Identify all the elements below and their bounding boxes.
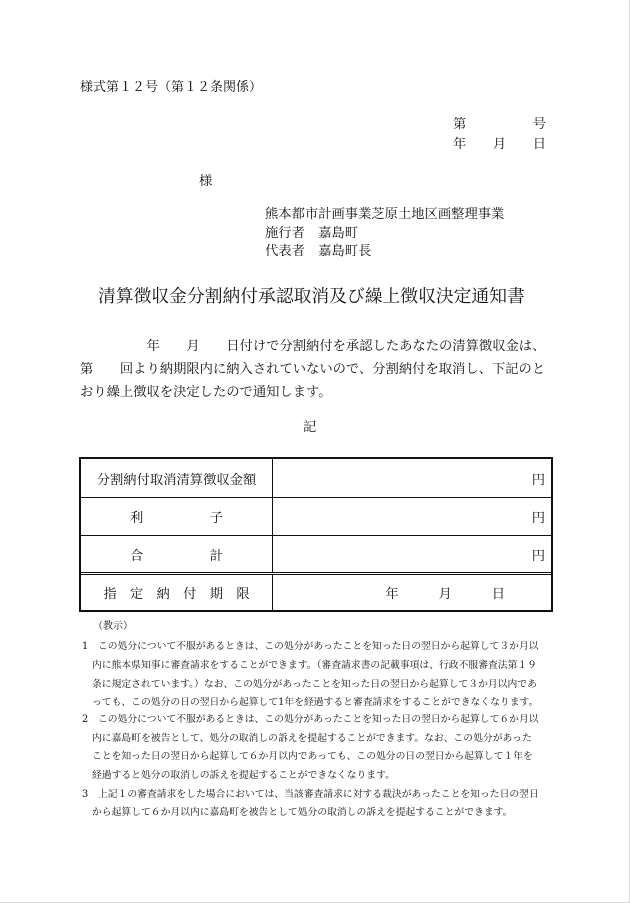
body-line: 第 回より納期限内に納入されていないので、分割納付を取消し、下記のと (80, 362, 546, 377)
table-row-label: 利 子 (81, 498, 273, 535)
document-title: 清算徴収金分割納付承認取消及び繰上徴収決定通知書 (98, 286, 525, 307)
table-row-label: 合 計 (81, 536, 273, 572)
issue-date: 年 月 日 (453, 137, 547, 152)
notice-item-number: 1 (82, 641, 89, 652)
notice-item-number: 3 (82, 789, 89, 800)
issuer-executor: 施行者 嘉島町 (265, 226, 359, 241)
notice-line: ことを知った日の翌日から起算して６か月以内であっても、この処分の日の翌日から起算して１年を (92, 751, 533, 762)
document-number: 第 号 (453, 117, 547, 132)
amount-table (79, 457, 553, 612)
notice-heading: （教示） (93, 621, 133, 632)
notice-line: っても、この処分の日の翌日から起算して1年を経過すると審査請求をすることができなくなります。 (92, 697, 539, 708)
body-line: おり繰上徴収を決定したので通知します。 (80, 385, 332, 400)
table-row-label: 指 定 納 付 期 限 (81, 575, 273, 610)
table-row-value: 円 (531, 548, 545, 564)
table-row (81, 459, 551, 497)
notice-line: 条に規定されています。）なお、この処分があったことを知った日の翌日から起算して３か月以内であ (92, 679, 537, 690)
notice-line: この処分について不服があるときは、この処分があったことを知った日の翌日から起算して６か月以 (98, 714, 539, 725)
table-row-label: 分割納付取消清算徴収金額 (81, 459, 273, 497)
table-row-value: 年 月 日 (385, 587, 505, 602)
form-number: 様式第１２号（第１２条関係） (80, 80, 263, 95)
addressee-suffix: 様 (199, 174, 213, 189)
notice-line: 上記１の審査請求をした場合においては、当該審査請求に対する裁決があったことを知った日の翌日 (98, 789, 539, 800)
issuer-project: 熊本都市計画事業芝原土地区画整理事業 (265, 207, 505, 222)
ki-heading: 記 (303, 420, 317, 435)
notice-item-number: 2 (82, 714, 89, 725)
notice-line: 経過すると処分の取消しの訴えを提起することができなくなります。 (92, 770, 395, 781)
body-line: 年 月 日付けで分割納付を承認したあなたの清算徴収金は、 (80, 339, 546, 354)
notice-line: 内に熊本県知事に審査請求をすることができます。（審査請求書の記載事項は、行政不服審査法第１９ (92, 660, 537, 671)
notice-line: 内に嘉島町を被告として、処分の取消しの訴えを提起することができます。なお、この処分があった (92, 733, 532, 744)
table-row (81, 572, 551, 610)
notice-line: この処分について不服があるときは、この処分があったことを知った日の翌日から起算して３か月以 (98, 641, 539, 652)
table-row (81, 535, 551, 572)
issuer-representative: 代表者 嘉島町長 (265, 244, 372, 259)
table-row (81, 497, 551, 535)
table-row-value: 円 (531, 511, 545, 526)
notice-line: から起算して６か月以内に嘉島町を被告として処分の取消しの訴えを提起することができます。 (92, 807, 513, 818)
table-row-value: 円 (531, 472, 545, 488)
